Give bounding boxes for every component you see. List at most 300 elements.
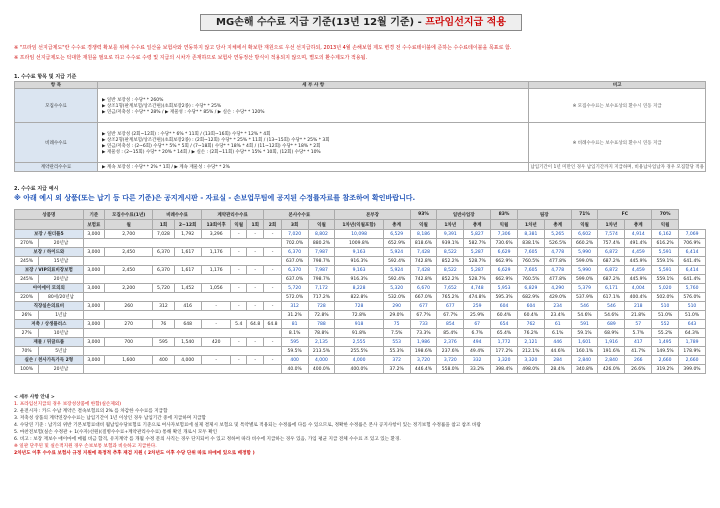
amount-cell: 332 <box>464 356 491 365</box>
amount-cell: 7,605 <box>517 248 544 257</box>
amount-cell: 8,186 <box>410 230 437 239</box>
footer-line: 3. 저축성 상품의 계약연장수수료는 납입기간이 1년 이상인 경우 납입기간 중에 지급하며 지급함 <box>14 416 206 421</box>
product-rate: 245% <box>15 275 39 284</box>
row-details <box>98 123 529 163</box>
sub-header: 익월 <box>308 220 335 230</box>
value-cell: - <box>264 302 281 311</box>
amount-cell: 7,069 <box>679 230 706 239</box>
rate-cell: 399.0% <box>679 365 706 374</box>
rate-cell: 60.4% <box>517 311 544 320</box>
amount-cell: 5,760 <box>679 284 706 293</box>
footer-line: ※ 일관 단주된 및 실손적지원 경우 손보보통 보험과 비슷하고 지급한다. <box>14 444 157 449</box>
rate-cell: 616.2% <box>652 239 679 248</box>
value-cell: - <box>231 338 247 347</box>
amount-cell: 546 <box>571 302 598 311</box>
rate-cell: 76.2% <box>517 329 544 338</box>
amount-cell: 7,652 <box>437 284 464 293</box>
section2-title: 2. 수수료 지급 예시 <box>14 186 59 192</box>
rate-cell: 582.7% <box>464 239 491 248</box>
rate-cell: 72.8% <box>335 311 383 320</box>
amount-cell: 2,376 <box>437 338 464 347</box>
rate-cell: 852.2% <box>437 257 464 266</box>
rate-cell: 939.1% <box>437 239 464 248</box>
rate-cell: 592.4% <box>383 275 410 284</box>
amount-cell: 7,987 <box>308 248 335 257</box>
amount-cell: 6,602 <box>571 230 598 239</box>
sub-header: 총계 <box>464 220 491 230</box>
value-cell: 595 <box>153 338 174 347</box>
amount-cell: 446 <box>544 338 571 347</box>
rate-cell: 445.9% <box>625 257 652 266</box>
amount-cell: 604 <box>517 302 544 311</box>
premium-cell: 3,000 <box>83 284 104 293</box>
notice-line-1: ※ "프라임 선지급제도"란 수수료 경쟁력 확보를 위해 수수료 일산을 보험사와 연동하지 않고 당사 지체에서 확보한 재원으로 우선 선지급하되, 2013년 4월 손해보험 제도 변경 전 수수료테이블에 준하는 수수료테이블을 목표로 함. <box>14 45 512 51</box>
rate-cell: 149.5% <box>652 347 679 356</box>
value-cell: 420 <box>201 338 231 347</box>
amount-cell: 1,601 <box>571 338 598 347</box>
amount-cell: 5,827 <box>464 230 491 239</box>
amount-cell: 1,916 <box>598 338 625 347</box>
rate-cell: 528.7% <box>464 257 491 266</box>
product-term: 20년납 <box>39 365 83 374</box>
amount-cell: 2,660 <box>679 356 706 365</box>
amount-cell: 10,098 <box>335 230 383 239</box>
rate-cell: 59.5% <box>281 347 308 356</box>
value-cell: 64.8 <box>247 320 264 329</box>
premium-cell: 3,000 <box>83 320 104 329</box>
value-cell: 6,370 <box>153 248 174 257</box>
rate-cell: 822.8% <box>335 293 383 302</box>
rate-cell: 21.8% <box>625 311 652 320</box>
product-name: 실손 / 천사가득가득 2형 <box>15 356 84 365</box>
amount-cell: 1,495 <box>652 338 679 347</box>
amount-cell: 689 <box>598 320 625 329</box>
value-cell: 1,176 <box>201 266 231 275</box>
product-term: 80세/20년납 <box>39 293 83 302</box>
amount-cell: 8,381 <box>517 230 544 239</box>
rate-cell: 25.9% <box>464 311 491 320</box>
amount-cell: 6,670 <box>410 284 437 293</box>
rate-cell: 67.7% <box>437 311 464 320</box>
row-label: 계약관리수수료 <box>15 163 98 172</box>
group-header: 기준 <box>83 210 104 220</box>
rate-cell: 73.3% <box>410 329 437 338</box>
rate-cell: 765.2% <box>437 293 464 302</box>
rate-cell: 319.2% <box>652 365 679 374</box>
rate-cell: 64.3% <box>679 329 706 338</box>
rate-cell: 6.1% <box>544 329 571 338</box>
sub-header: 1회 <box>247 220 264 230</box>
blank-cell <box>83 365 281 374</box>
rate-cell: 85.4% <box>437 329 464 338</box>
rate-cell: 426.0% <box>598 365 625 374</box>
amount-cell: 9,163 <box>335 266 383 275</box>
value-cell: 1,540 <box>174 338 201 347</box>
rate-cell: 760.5% <box>517 257 544 266</box>
amount-cell: 417 <box>625 338 652 347</box>
rate-cell: 491.4% <box>625 239 652 248</box>
rate-cell: 662.9% <box>491 257 518 266</box>
amount-cell: 762 <box>517 320 544 329</box>
product-term: 5년납 <box>39 347 83 356</box>
amount-cell: 6,872 <box>598 266 625 275</box>
rate-cell: 617.1% <box>598 293 625 302</box>
sub-header: 1차년 <box>517 220 544 230</box>
product-name: 직장실손의료비 <box>15 302 84 311</box>
amount-cell: 728 <box>308 302 335 311</box>
value-cell: - <box>247 230 264 239</box>
sub-header: 2회 <box>264 220 281 230</box>
value-cell: 7,028 <box>153 230 174 239</box>
amount-cell: 7,428 <box>410 266 437 275</box>
amount-cell: 259 <box>464 302 491 311</box>
sub-header: 익월 <box>571 220 598 230</box>
amount-cell: 8,802 <box>308 230 335 239</box>
amount-cell: 5,265 <box>544 230 571 239</box>
product-rate: 245% <box>15 257 39 266</box>
row-remark: 납입기간이 1년 미만인 경우 납입기간까지 지급하며, 비용납사업납자 경우 모집할당 적용 <box>529 163 706 172</box>
amount-cell: 4,459 <box>625 266 652 275</box>
amount-cell: 372 <box>383 356 410 365</box>
group-header: 비례수수료 <box>153 210 201 220</box>
rate-cell: 177.2% <box>491 347 518 356</box>
sub-header: 총계 <box>544 220 571 230</box>
detail-line: ▶ 일반 보장성 (2회~12회) : 수당* * 6% * 11회 / (13회~16회) 수당* * 12% * 4회 <box>102 131 271 137</box>
rate-cell: 757.4% <box>598 239 625 248</box>
amount-cell: 6,370 <box>281 248 308 257</box>
rate-cell: 818.6% <box>410 239 437 248</box>
amount-cell: 1,986 <box>410 338 437 347</box>
amount-cell: 312 <box>281 302 308 311</box>
amount-cell: 7,987 <box>308 266 335 275</box>
rate-cell: 67.7% <box>410 311 437 320</box>
amount-cell: 7,172 <box>308 284 335 293</box>
rate-cell: 178.9% <box>679 347 706 356</box>
row-details <box>98 89 529 123</box>
product-name: 저축 / 상생플러스 <box>15 320 84 329</box>
rate-cell: 60.4% <box>491 311 518 320</box>
rate-cell: 637.0% <box>281 257 308 266</box>
amount-cell: 5,990 <box>571 266 598 275</box>
product-rate: 27% <box>15 329 39 338</box>
page-title <box>200 14 522 31</box>
amount-cell: 2,555 <box>335 338 383 347</box>
detail-line: ▶ 상조2형(판계보험/상조간편)(초회보장2종) : (2회~12회) 수당* * 25% * 11회 / (13~15회) 수당* * 25% * 3회 <box>102 137 330 143</box>
rate-cell: 40.0% <box>281 365 308 374</box>
sub-header: 3회 <box>281 220 308 230</box>
amount-cell: 284 <box>544 356 571 365</box>
sub-header: 총계 <box>383 220 410 230</box>
group-header: 팀장 <box>517 210 571 220</box>
row-remark: ※ 모집수수료는 보수표상의 환수시 연동 지급 <box>529 89 706 123</box>
title-highlight: 프라임선지급 적용 <box>425 17 506 28</box>
sub-header-blank <box>15 220 84 230</box>
rate-cell: 572.0% <box>281 293 308 302</box>
value-cell: 3,296 <box>201 230 231 239</box>
footer-line: 4. 수당연 기준 : 납기의 위반 기본보험료대비 월납입수당보험료 기준으로 여사자보험료에 실제 결제시 보험요 및 특약별로 적용되는 수정률에 다를 수 있으므로, 정확한 수정률은 본사 공지사항이 있는 정기보험 수정률을 참고 참조 바람 <box>14 423 481 428</box>
rate-cell: 68.9% <box>598 329 625 338</box>
rate-cell: 400.0% <box>308 365 335 374</box>
rate-cell: 559.1% <box>652 275 679 284</box>
amount-cell: 643 <box>679 320 706 329</box>
amount-cell: 591 <box>571 320 598 329</box>
rate-cell: 1009.8% <box>335 239 383 248</box>
product-term: 10년납 <box>39 329 83 338</box>
amount-cell: 5,287 <box>464 266 491 275</box>
amount-cell: 7,020 <box>281 230 308 239</box>
product-rate: 100% <box>15 365 39 374</box>
amount-cell: 6,414 <box>679 248 706 257</box>
value-cell: - <box>247 356 264 365</box>
product-term: 20년납 <box>39 239 83 248</box>
product-name: 아이에이 모의의 <box>15 284 84 293</box>
amount-cell: 9,391 <box>437 230 464 239</box>
col-remark: 비고 <box>529 82 706 89</box>
rate-cell: 429.0% <box>544 293 571 302</box>
value-cell: 648 <box>174 320 201 329</box>
group-header: 70% <box>652 210 679 220</box>
group-header: 계약관리수수료 <box>201 210 264 220</box>
rate-cell: 687.2% <box>598 257 625 266</box>
group-header: FC <box>598 210 652 220</box>
rate-cell: 474.8% <box>464 293 491 302</box>
amount-cell: 8,522 <box>437 266 464 275</box>
rate-cell: 398.4% <box>491 365 518 374</box>
rate-cell: 742.8% <box>410 275 437 284</box>
amount-cell: 677 <box>437 302 464 311</box>
value-cell: - <box>264 284 281 293</box>
value-cell: 416 <box>174 302 201 311</box>
value-cell: - <box>264 248 281 257</box>
value-cell: - <box>231 302 247 311</box>
product-name: 보장 / 원더플5 <box>15 230 84 239</box>
rate-cell: 662.9% <box>491 275 518 284</box>
rate-cell: 706.9% <box>679 239 706 248</box>
value-cell: - <box>264 230 281 239</box>
value-cell: - <box>264 338 281 347</box>
rate-cell: 660.2% <box>571 239 598 248</box>
commission-criteria-table <box>14 81 706 172</box>
amount-cell: 595 <box>281 338 308 347</box>
row-label: 비례수수료 <box>15 123 98 163</box>
rate-cell: 160.1% <box>571 347 598 356</box>
footer-line: 1. 프라임선지급의 경우 보장성상품에 한함(실손제외) <box>14 402 121 407</box>
sub-header: 익월 <box>231 220 247 230</box>
amount-cell: 1,772 <box>491 338 518 347</box>
value-cell: 1,600 <box>105 356 153 365</box>
sub-header: 익월 <box>491 220 518 230</box>
rate-cell: 49.4% <box>464 347 491 356</box>
sub-header: 1차년 <box>437 220 464 230</box>
sub-header: 익월 <box>410 220 437 230</box>
amount-cell: 6,414 <box>679 266 706 275</box>
value-cell: 2,200 <box>105 284 153 293</box>
value-cell: - <box>247 284 264 293</box>
premium-cell: 3,000 <box>83 230 104 239</box>
group-header: 일반사업장 <box>437 210 491 220</box>
value-cell: 400 <box>153 356 174 365</box>
amount-cell: 5,020 <box>652 284 679 293</box>
footer-line: 2차년도 이후 수수료 보험사 규정 지원에 특정적 추후 재검 지원 ( 2차년도 이후 수당 단위 따로 파에에 있으로 배정함 ) <box>14 451 255 456</box>
rate-cell: 400.4% <box>625 293 652 302</box>
value-cell: - <box>231 266 247 275</box>
amount-cell: 8,228 <box>335 284 383 293</box>
amount-cell: 654 <box>491 320 518 329</box>
rate-cell: 198.6% <box>410 347 437 356</box>
amount-cell: 552 <box>652 320 679 329</box>
detail-line: ▶ 상조1형(판계보험/상조간편)(초회보장2종) : 수당* * 25% <box>102 103 222 109</box>
rate-cell: 8.1% <box>281 329 308 338</box>
value-cell: - <box>264 356 281 365</box>
amount-cell: 75 <box>383 320 410 329</box>
value-cell: 1,056 <box>201 284 231 293</box>
rate-cell: 838.1% <box>517 239 544 248</box>
sub-header: 13회이후 <box>201 220 231 230</box>
amount-cell: 510 <box>652 302 679 311</box>
group-header: 모집수수료(1년) <box>105 210 153 220</box>
amount-cell: 677 <box>410 302 437 311</box>
amount-cell: 400 <box>281 356 308 365</box>
rate-cell: 51.0% <box>652 311 679 320</box>
premium-cell: 3,000 <box>83 338 104 347</box>
amount-cell: 4,000 <box>335 356 383 365</box>
rate-cell: 702.0% <box>281 239 308 248</box>
amount-cell: 61 <box>544 320 571 329</box>
rate-cell: 526.5% <box>544 239 571 248</box>
rate-cell: 687.2% <box>598 275 625 284</box>
rate-cell: 477.8% <box>544 257 571 266</box>
rate-cell: 916.3% <box>335 257 383 266</box>
value-cell: 260 <box>105 302 153 311</box>
amount-cell: 2,840 <box>571 356 598 365</box>
amount-cell: 7,428 <box>410 248 437 257</box>
rate-cell: 213.5% <box>308 347 335 356</box>
sub-header: 월 <box>105 220 153 230</box>
amount-cell: 4,914 <box>625 230 652 239</box>
detail-line: ▶ 연금/저축성 : (2~6회) 수당* * 5% * 5회 / (7~18회) 수당* * 18% * 4회 / (11~12회) 수당* * 18% * 2회 <box>102 143 321 149</box>
value-cell: 2,450 <box>105 248 153 257</box>
rate-cell: 23.4% <box>544 311 571 320</box>
footer-notes <box>14 394 481 457</box>
amount-cell: 546 <box>598 302 625 311</box>
product-rate: 26% <box>15 311 39 320</box>
footer-line: 5. 마찬전보험(실손 수정관 + 1(수자)선원)(질병수수료+계약관리수수료) 통해 확인 개로시 모두 확인 <box>14 430 218 435</box>
amount-cell: 494 <box>464 338 491 347</box>
amount-cell: 6,829 <box>517 284 544 293</box>
value-cell: - <box>247 248 264 257</box>
rate-cell: 798.7% <box>308 257 335 266</box>
rate-cell: 51.0% <box>679 311 706 320</box>
amount-cell: 6,872 <box>598 248 625 257</box>
value-cell: - <box>247 302 264 311</box>
amount-cell: 2,135 <box>308 338 335 347</box>
amount-cell: 3,320 <box>491 356 518 365</box>
group-header: 본부장 <box>335 210 410 220</box>
value-cell: - <box>231 248 247 257</box>
amount-cell: 6,162 <box>652 230 679 239</box>
rate-cell: 212.1% <box>517 347 544 356</box>
amount-cell: 5,924 <box>383 266 410 275</box>
rate-cell: 916.3% <box>335 275 383 284</box>
row-remark: ※ 비례수수료는 보수표상의 환수시 연동 지급 <box>529 123 706 163</box>
rate-cell: 5.7% <box>625 329 652 338</box>
amount-cell: 234 <box>544 302 571 311</box>
value-cell: 312 <box>153 302 174 311</box>
value-cell: 1,617 <box>174 266 201 275</box>
value-cell: 700 <box>105 338 153 347</box>
sub-header: 1회 <box>153 220 174 230</box>
amount-cell: 7,605 <box>517 266 544 275</box>
premium-cell: 3,000 <box>83 302 104 311</box>
col-details: 세 부 사 항 <box>98 82 529 89</box>
value-cell: 1,176 <box>201 248 231 257</box>
amount-cell: 4,459 <box>625 248 652 257</box>
rate-cell: 31.2% <box>281 311 308 320</box>
rate-cell: 33.2% <box>464 365 491 374</box>
group-header: 71% <box>571 210 598 220</box>
rate-cell: 78.8% <box>308 329 335 338</box>
amount-cell: 4,000 <box>308 356 335 365</box>
rate-cell: 59.1% <box>571 329 598 338</box>
amount-cell: 854 <box>437 320 464 329</box>
rate-cell: 91.8% <box>335 329 383 338</box>
value-cell: 2,700 <box>105 230 153 239</box>
rate-cell: 255.5% <box>335 347 383 356</box>
commission-example-table <box>14 209 706 374</box>
amount-cell: 3,720 <box>410 356 437 365</box>
rate-cell: 7.5% <box>383 329 410 338</box>
product-term: 1년납 <box>39 311 83 320</box>
amount-cell: 67 <box>464 320 491 329</box>
rate-cell: 477.8% <box>544 275 571 284</box>
value-cell: - <box>201 320 231 329</box>
amount-cell: 7,574 <box>598 230 625 239</box>
amount-cell: 6,629 <box>491 266 518 275</box>
product-term: 15년납 <box>39 257 83 266</box>
amount-cell: 5,591 <box>652 248 679 257</box>
amount-cell: 4,778 <box>544 266 571 275</box>
value-cell: 76 <box>153 320 174 329</box>
rate-cell: 237.6% <box>437 347 464 356</box>
rate-cell: 44.6% <box>544 347 571 356</box>
rate-cell: 28.4% <box>544 365 571 374</box>
rate-cell: 191.6% <box>598 347 625 356</box>
value-cell: 4,000 <box>174 356 201 365</box>
amount-cell: 4,290 <box>544 284 571 293</box>
rate-cell: 532.0% <box>383 293 410 302</box>
amount-cell: 728 <box>335 302 383 311</box>
value-cell: 270 <box>105 320 153 329</box>
rate-cell: 446.4% <box>410 365 437 374</box>
group-header: 83% <box>491 210 518 220</box>
rate-cell: 798.7% <box>308 275 335 284</box>
sub-header: 보험료 <box>83 220 104 230</box>
blank-cell <box>83 347 281 356</box>
rate-cell: 72.8% <box>308 311 335 320</box>
rate-cell: 558.0% <box>437 365 464 374</box>
amount-cell: 788 <box>308 320 335 329</box>
amount-cell: 5,953 <box>491 284 518 293</box>
rate-cell: 498.0% <box>517 365 544 374</box>
row-details: ▶ 계속 보장성 : 수당* * 2% * 1회 / ▶ 계속 재물성 : 수당* * 2% <box>98 163 529 172</box>
value-cell: - <box>264 266 281 275</box>
rate-cell: 41.7% <box>625 347 652 356</box>
product-name: 재물 / 뒤글뜨룹 <box>15 338 84 347</box>
rate-cell: 717.2% <box>308 293 335 302</box>
amount-cell: 604 <box>491 302 518 311</box>
detail-line: ▶ 일반 보장성 : 수당* * 260% <box>102 97 164 103</box>
blank-cell <box>83 275 281 284</box>
